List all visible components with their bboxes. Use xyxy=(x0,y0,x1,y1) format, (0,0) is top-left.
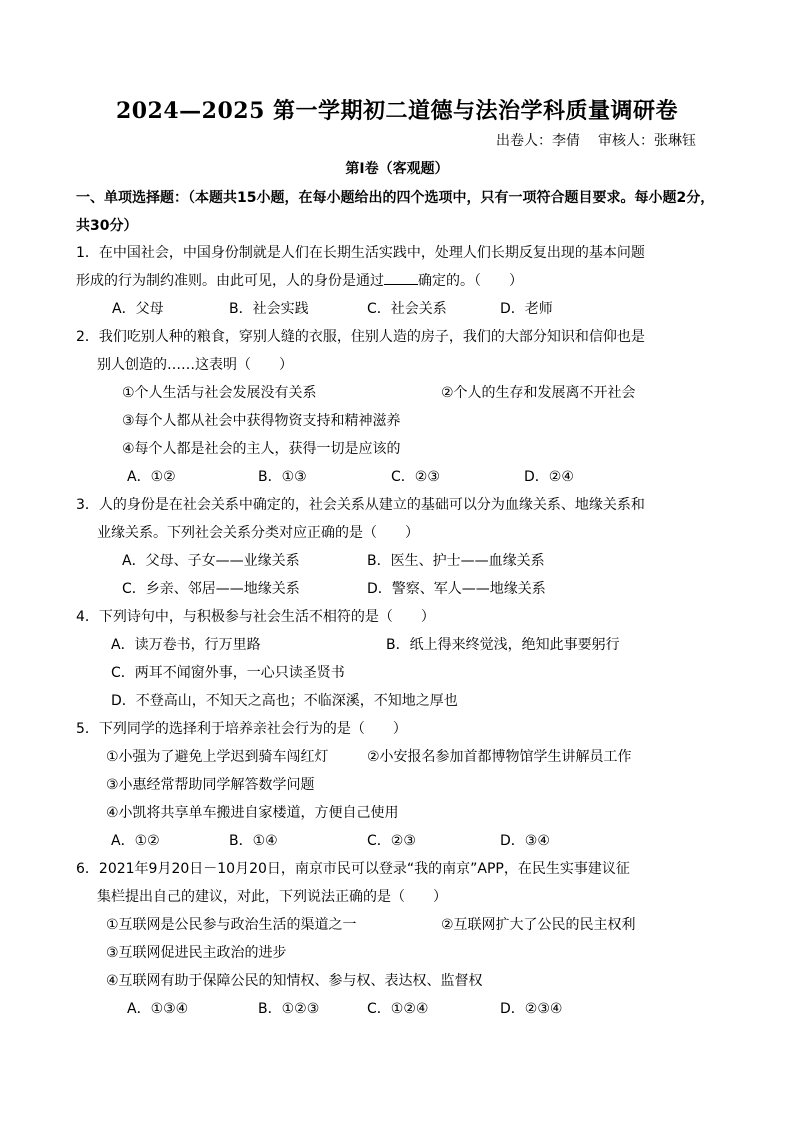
q6-stem-line2: 集栏提出自己的建议，对此，下列说法正确的是（ ） xyxy=(97,889,447,905)
q5-option-d: D．③④ xyxy=(500,833,550,849)
reviewer-name: 审核人：张琳钰 xyxy=(598,133,696,149)
q4-option-a: A．读万卷书，行万里路 xyxy=(111,637,261,653)
q1-option-b: B．社会实践 xyxy=(229,301,309,317)
q2-stem-line1: 2．我们吃别人种的粮食，穿别人缝的衣服，住别人造的房子，我们的大部分知识和信仰也是 xyxy=(76,329,645,345)
q4-option-c: C．两耳不闻窗外事，一心只读圣贤书 xyxy=(111,665,345,681)
q3-option-d: D．警察、军人——地缘关系 xyxy=(367,581,546,597)
author-line xyxy=(496,130,696,150)
q1-option-a: A．父母 xyxy=(112,301,164,317)
q2-option-d: D．②④ xyxy=(524,469,574,485)
q1-stem-line2-a: 形成的行为制约准则。由此可见，人的身份是通过 xyxy=(76,273,384,289)
q1-option-c: C．社会关系 xyxy=(367,301,447,317)
q6-option-b: B．①②③ xyxy=(258,1001,320,1017)
q5-statement-4: ④小凯将共享单车搬进自家楼道，方便自己使用 xyxy=(106,805,399,821)
q6-statement-4: ④互联网有助于保障公民的知情权、参与权、表达权、监督权 xyxy=(106,973,483,989)
q2-statement-4: ④每个人都是社会的主人，获得一切是应该的 xyxy=(122,441,401,457)
q5-option-b: B．①④ xyxy=(229,833,278,849)
q4-option-d: D．不登高山，不知天之高也；不临深溪，不知地之厚也 xyxy=(111,693,458,709)
q3-option-c: C．乡亲、邻居——地缘关系 xyxy=(122,581,300,597)
q2-option-b: B．①③ xyxy=(258,469,307,485)
q2-option-c: C．②③ xyxy=(391,469,440,485)
q1-stem-line2 xyxy=(76,270,523,290)
q5-statement-3: ③小惠经常帮助同学解答数学问题 xyxy=(106,777,315,793)
q1-stem-line1: 1．在中国社会，中国身份制就是人们在长期生活实践中，处理人们长期反复出现的基本问题 xyxy=(76,245,645,261)
q6-option-c: C．①②④ xyxy=(367,1001,429,1017)
q6-option-a: A．①③④ xyxy=(127,1001,189,1017)
q1-option-d: D．老师 xyxy=(500,301,553,317)
page-title: 2024—2025 第一学期初二道德与法治学科质量调研卷 xyxy=(115,98,679,124)
q6-stem-line1: 6．2021年9月20日－10月20日，南京市民可以登录“我的南京”APP，在民生实事建议征 xyxy=(76,861,630,877)
q4-stem-line1: 4．下列诗句中，与积极参与社会生活不相符的是（ ） xyxy=(76,609,435,625)
q6-statement-3: ③互联网促进民主政治的进步 xyxy=(106,945,287,961)
q2-statement-1: ①个人生活与社会发展没有关系 xyxy=(122,385,317,401)
q2-option-a: A．①② xyxy=(127,469,176,485)
q6-statement-2: ②互联网扩大了公民的民主权利 xyxy=(441,917,636,933)
q2-statement-3: ③每个人都从社会中获得物资支持和精神滋养 xyxy=(122,413,401,429)
q6-option-d: D．②③④ xyxy=(500,1001,563,1017)
q4-option-b: B．纸上得来终觉浅，绝知此事要躬行 xyxy=(386,637,620,653)
q3-stem-line2: 业缘关系。下列社会关系分类对应正确的是（ ） xyxy=(97,525,419,541)
q5-statement-1: ①小强为了避免上学迟到骑车闯红灯 xyxy=(106,749,329,765)
q6-statement-1: ①互联网是公民参与政治生活的渠道之一 xyxy=(106,917,357,933)
q2-stem-line2: 别人创造的……这表明（ ） xyxy=(97,357,293,373)
author-name: 出卷人：李倩 xyxy=(496,133,580,149)
q5-option-c: C．②③ xyxy=(367,833,416,849)
q3-option-a: A．父母、子女——业缘关系 xyxy=(122,553,300,569)
q3-option-b: B．医生、护士——血缘关系 xyxy=(367,553,545,569)
q3-stem-line1: 3．人的身份是在社会关系中确定的，社会关系从建立的基础可以分为血缘关系、地缘关系和 xyxy=(76,497,645,513)
q5-statement-2: ②小安报名参加首都博物馆学生讲解员工作 xyxy=(367,749,632,765)
section-heading: 一、单项选择题：（本题共15小题，在每小题给出的四个选项中，只有一项符合题目要求。每小题2分，共30分） xyxy=(76,190,715,234)
q1-blank xyxy=(384,272,418,285)
q1-stem-line2-b: 确定的。（ ） xyxy=(418,273,523,289)
q5-stem-line1: 5．下列同学的选择利于培养亲社会行为的是（ ） xyxy=(76,721,407,737)
q5-option-a: A．①② xyxy=(111,833,160,849)
part-heading: 第Ⅰ卷（客观题） xyxy=(345,161,449,177)
q2-statement-2: ②个人的生存和发展离不开社会 xyxy=(441,385,636,401)
